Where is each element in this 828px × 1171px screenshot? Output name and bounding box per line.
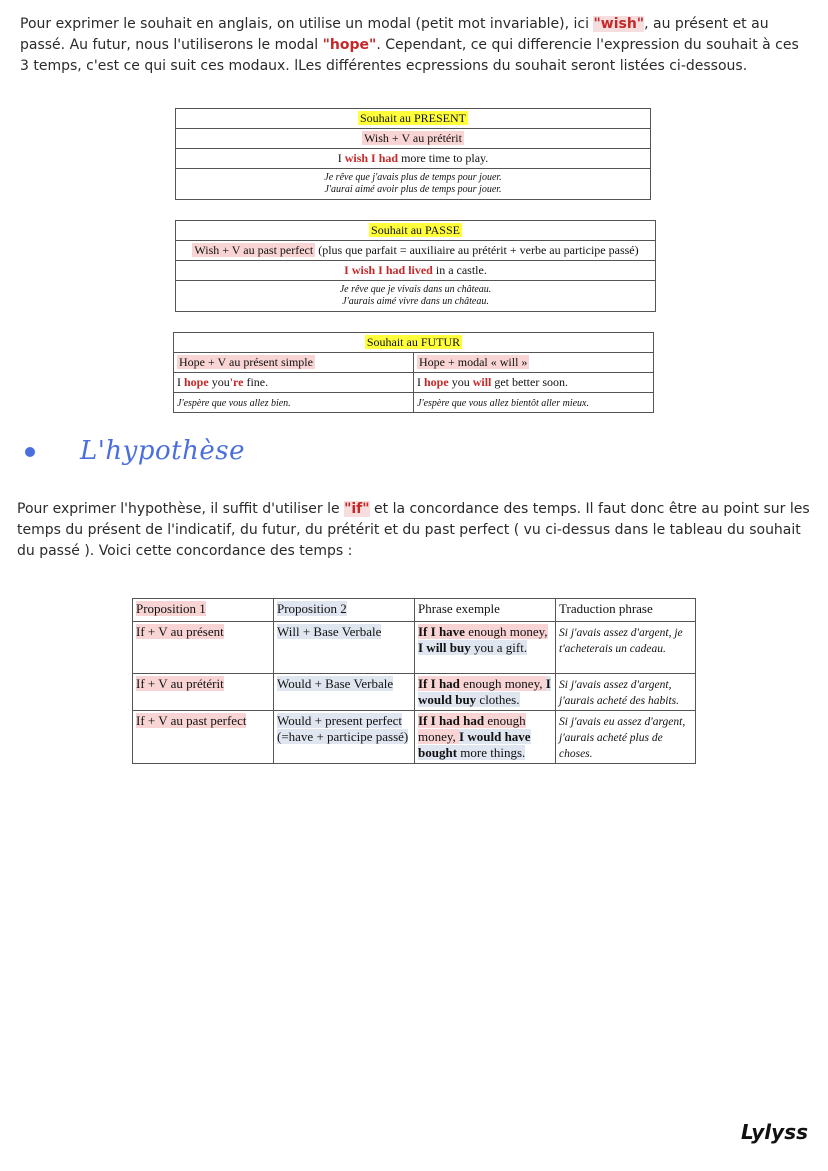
keyword-wish: "wish" <box>593 16 645 32</box>
table-row: If + V au past perfect Would + present perfect (=have + participe passé) If I had had enough money, I would have bought more things. Si j'avais eu assez d'argent, j'aurais acheté plus de choses. <box>133 711 696 764</box>
passe-table <box>175 220 656 312</box>
present-table <box>175 108 651 200</box>
futur-left-translation: J'espère que vous allez bien. <box>174 393 414 413</box>
futur-right-example: I hope you will get better soon. <box>414 373 654 393</box>
futur-left-example: I hope you're fine. <box>174 373 414 393</box>
passe-rule: Wish + V au past perfect (plus que parfait = auxiliaire au prétérit + verbe au participe passé) <box>176 241 656 261</box>
col-header-proposition-1: Proposition 1 <box>133 599 274 622</box>
col-header-traduction: Traduction phrase <box>556 599 696 622</box>
col-header-proposition-2: Proposition 2 <box>274 599 415 622</box>
section-heading: L'hypothèse <box>80 436 245 466</box>
passe-example: I wish I had lived in a castle. <box>176 261 656 281</box>
keyword-if: "if" <box>344 501 370 517</box>
concordance-table <box>132 598 696 764</box>
table-row: If + V au présent Will + Base Verbale If I have enough money, I will buy you a gift. Si j'avais assez d'argent, je t'acheterais un cadeau. <box>133 622 696 674</box>
passe-translation: Je rêve que je vivais dans un château. J'aurais aimé vivre dans un château. <box>176 281 656 312</box>
present-rule: Wish + V au prétérit <box>176 129 651 149</box>
futur-title: Souhait au FUTUR <box>174 333 654 353</box>
present-title: Souhait au PRESENT <box>176 109 651 129</box>
present-example: I wish I had more time to play. <box>176 149 651 169</box>
table-row: If + V au prétérit Would + Base Verbale If I had enough money, I would buy clothes. Si j'avais assez d'argent, j'aurais acheté des habits. <box>133 674 696 711</box>
brand-logo: Lylyss <box>740 1120 808 1144</box>
present-translation: Je rêve que j'avais plus de temps pour jouer. J'aurai aimé avoir plus de temps pour jouer. <box>176 169 651 200</box>
futur-left-rule: Hope + V au présent simple <box>174 353 414 373</box>
passe-title: Souhait au PASSE <box>176 221 656 241</box>
col-header-phrase-exemple: Phrase exemple <box>415 599 556 622</box>
bullet-dot <box>25 447 35 457</box>
intro-paragraph: Pour exprimer le souhait en anglais, on utilise un modal (petit mot invariable), ici "wish", au présent et au passé. Au futur, nous l'utiliserons le modal "hope". Cependant, ce qui differencie l'expression du souhait à ces 3 temps, c'est ce qui suit ces modaux. lLes différentes ecpressions du souhait seront listées ci-dessous. <box>20 16 799 74</box>
futur-right-translation: J'espère que vous allez bientôt aller mieux. <box>414 393 654 413</box>
futur-table <box>173 332 654 413</box>
futur-right-rule: Hope + modal « will » <box>414 353 654 373</box>
hypothese-paragraph: Pour exprimer l'hypothèse, il suffit d'utiliser le "if" et la concordance des temps. Il faut donc être au point sur les temps du présent de l'indicatif, du futur, du prétérit et du past perfect ( vu ci-dessus dans le tableau du souhait du passé ). Voici cette concordance des temps : <box>17 501 810 559</box>
keyword-hope: "hope" <box>322 37 377 53</box>
